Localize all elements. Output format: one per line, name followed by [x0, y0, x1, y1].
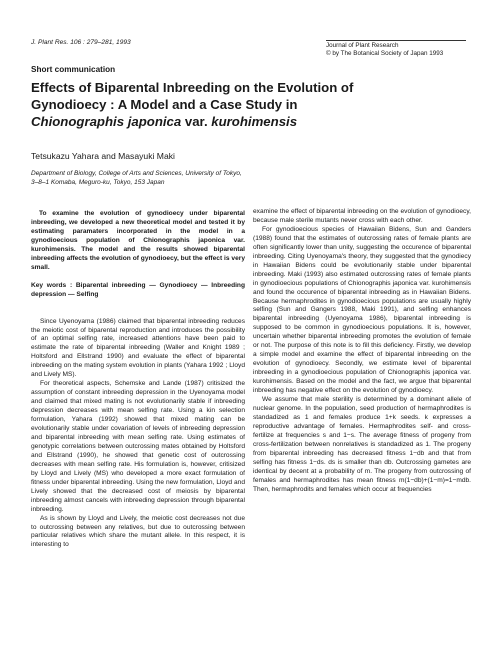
body-paragraph: We assume that male sterility is determined by a dominant allele of nuclear genome. In the population, seed production of hermaphrodites is standadized as 1 and females produce 1+k seeds. k expresses a reproductive advantage of females. Hermaphrodites self- and cross-fertilize at frequencies s and 1−s. The average fitness of progeny from cross-fertilization between nonrelatives is standadized as 1. The progeny from biparental inbreeding has decreased fitness 1−db and that from selfing has fitness 1−ds. ds is smaller than db. Outcrossing gametes are identical by decent at a probability of m. The progeny from outcrossing of females and hermaphrodites has mean fitness m(1−db)+(1−m)=1−mdb. Then, hermaphrodits and females which occur at frequencies	[253, 396, 471, 493]
header-rule	[326, 40, 466, 41]
title-subspecies: kurohimensis	[211, 114, 298, 129]
title-line-1: Effects of Biparental Inbreeding on the Evolution of	[31, 80, 354, 95]
right-column	[253, 208, 471, 495]
paper-title	[31, 79, 471, 130]
authors: Tetsukazu Yahara and Masayuki Maki	[31, 151, 175, 161]
body-paragraph: As is shown by Lloyd and Lively, the meiotic cost decreases not due to outcrossing between any relatives, but due to outcrossing between particular relatives which share the mutant allele. In this respect, it is interesting to	[31, 514, 245, 549]
abstract: To examine the evolution of gynodioecy under biparental inbreeding, we developed a new theoretical model and tested it by estimating paramaters incorporated in the model in a gynodioecious population of Chionographis japonica var. kurohimensis. The model and the results showed biparental inbreeding affects the evolution of gynodioecy, but the effect is very small.	[31, 210, 245, 271]
body-paragraph: For gynodioecious species of Hawaiian Bidens, Sun and Ganders (1988) found that the estimates of outcrossing rates of female plants are often significantly lower than unity, suggesting the occurence of biparental inbreeding. Citing Uyenoyama's theory, they suggested that the gynodiecy in Hawaiian Bidens could be evolutionarily stable under biparental inbreeding. Maki (1993) also estimated outcrossing rates of female plants in gynodioecious populations of Chionographis japonica var. kurohimensis and found the occurence of biparental inbreeding as in Hawaiian Bidens. Because hermaphrodites in gynodioecious populations are usually highly selfing (Sun and Gangers 1988, Maki 1991), and selfing enhances biparental inbreeding (Uyenoyama 1986), biparental inbreeding is supposed to be common in gynodioecious populations. It is, however, uncertain whether biparental inbreeding promotes the evolution of female or not. The purpose of this note is to fill this deficiency. Firstly, we develop a simple model and examine the effect of biparental inbreeding on the evolution of gynodioecy. Secondly, we estimate level of biparental inbreeding in a gynodioecious population of Chionographis japonica var. kurohimensis. Based on the model and the fact, we argue that biparental inbreeding has negative effect on the evolution of gynodioecy.	[253, 225, 471, 395]
section-label: Short communication	[31, 65, 116, 74]
affiliation	[31, 169, 331, 187]
body-paragraph: Since Uyenoyama (1986) claimed that biparental inbreeding reduces the meiotic cost of biparental reproduction and introduces the possibility of an optimal selfing rate, increased attentions have been paid to estimate the rate of biparental inbreeding (Waller and Knight 1989 ; Holtsford and Ellstrand 1990) and evaluate the effect of biparental inbreeding on the mating system evolution in plants (Yahara 1992 ; Lloyd and Lively MS).	[31, 317, 245, 379]
keywords: Key words : Biparental inbreeding — Gynodioecy — Inbreeding depression — Selfing	[31, 281, 245, 298]
affiliation-line-1: Department of Biology, College of Arts and Sciences, University of Tokyo,	[31, 170, 242, 177]
copyright-notice: © by The Botanical Society of Japan 1993	[326, 50, 444, 58]
body-paragraph: For theoretical aspects, Schemske and Lande (1987) critisized the assumption of constant inbreeding depression in the Uyenoyama model and claimed that mixed mating is not evolutionarily stable if inbreeding depression decreases with mean selfing rate. Using a kin selection formulation, Yahara (1992) showed that mixed mating can be evolutionarily stable under covariation of levels of inbreeding depression and biparental inbreeding with mean selfing rate. Using estimates of genotypic correlations between outcrossing mates obtained by Holtsford and Ellstrand (1990), he showed that genetic cost of outcrossing decreases with mean selfing rate. His formulation is, however, critisized by Lloyd and Lively (MS) who developed a more exact formulation of fitness under biparental inbreeding. Using the new formulation, Lloyd and Lively showed that the decreased cost of meiosis by biparental inbreeding almost cancels with inbreeding depression through biparental inbreeding.	[31, 380, 245, 513]
title-line-2: Gynodioecy : A Model and a Case Study in	[31, 97, 298, 112]
title-species: Chionographis japonica	[31, 114, 182, 129]
left-column	[31, 210, 245, 550]
journal-name: Journal of Plant Research	[326, 42, 399, 49]
title-line-3	[31, 113, 471, 130]
affiliation-line-2: 3–8–1 Komaba, Meguro-ku, Tokyo, 153 Japan	[31, 179, 165, 186]
journal-reference: J. Plant Res. 106 : 279–281, 1993	[31, 39, 131, 46]
column-gap	[31, 300, 245, 318]
journal-info	[326, 40, 466, 58]
title-var: var.	[181, 114, 212, 129]
body-paragraph: examine the effect of biparental inbreeding on the evolution of gynodioecy, because male sterile mutants never cross with each other.	[253, 208, 471, 224]
